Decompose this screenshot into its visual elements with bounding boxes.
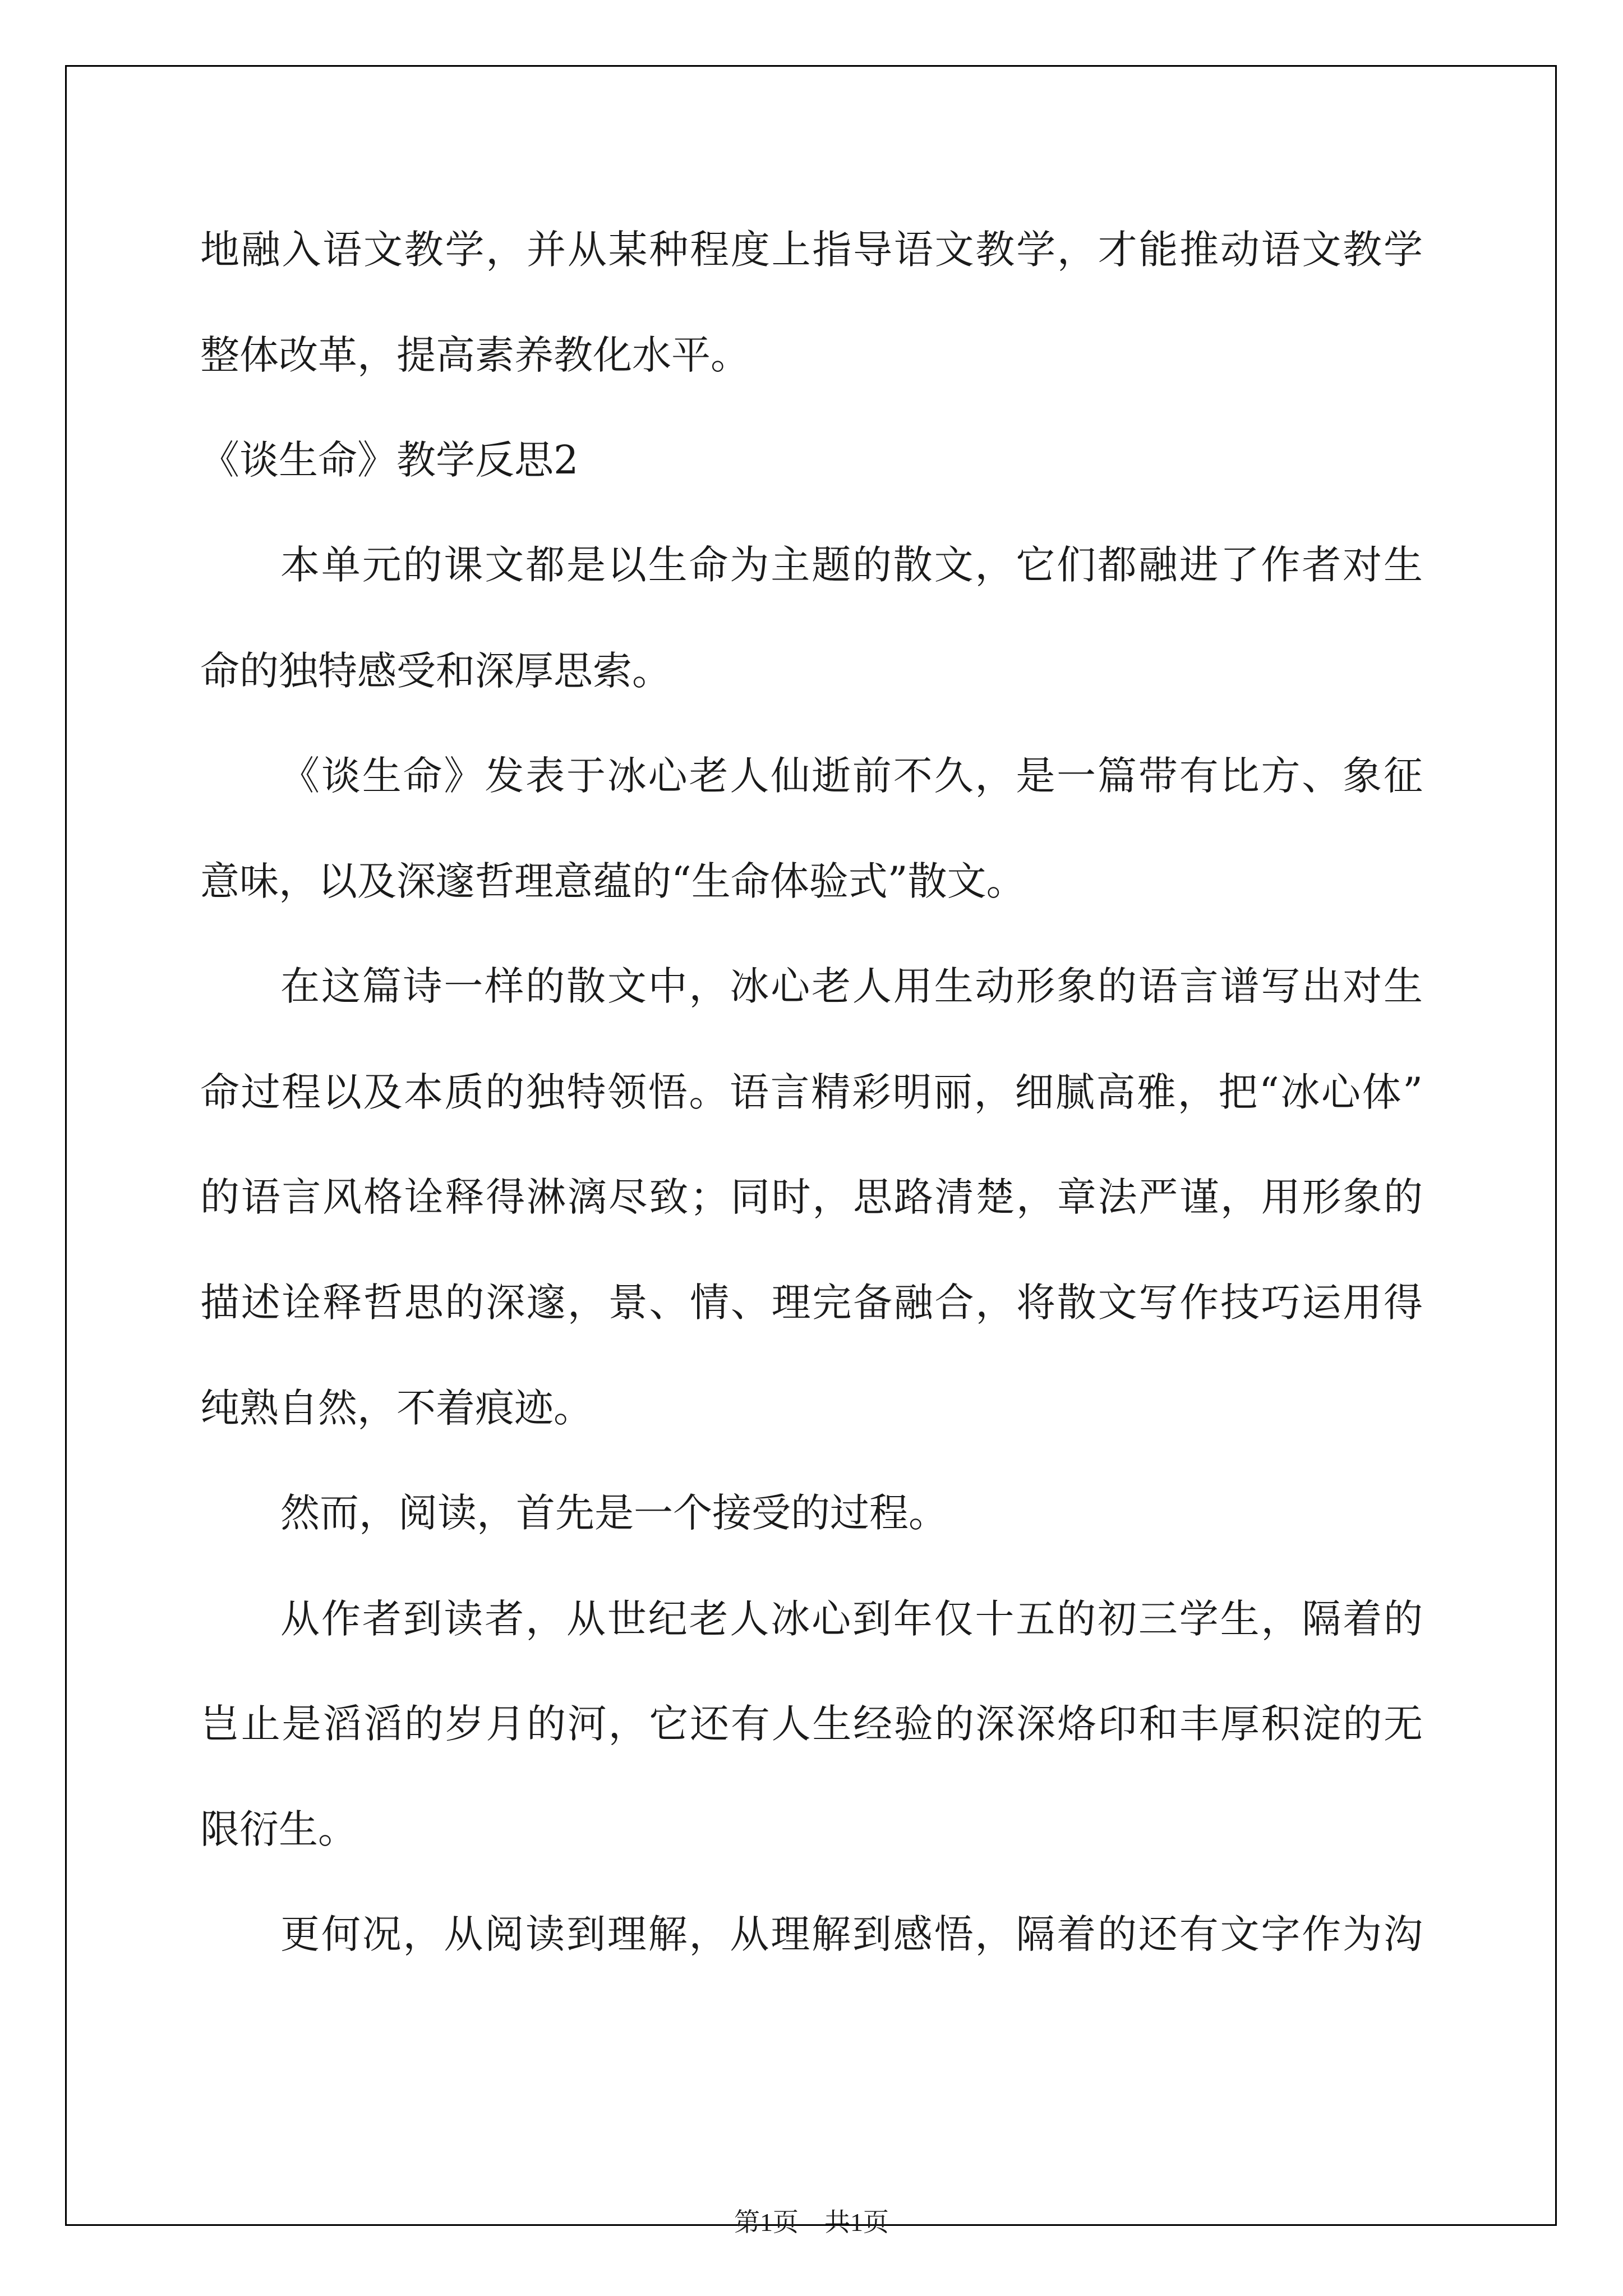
body-line: 的语言风格诠释得淋漓尽致；同时，思路清楚，章法严谨，用形象的 [200, 1174, 1423, 1220]
body-line: 命过程以及本质的独特领悟。语言精彩明丽，细腻高雅，把“冰心体” [200, 1069, 1423, 1115]
body-line: 在这篇诗一样的散文中，冰心老人用生动形象的语言谱写出对生 [280, 963, 1423, 1009]
body-line: 从作者到读者，从世纪老人冰心到年仅十五的初三学生，隔着的 [280, 1596, 1423, 1642]
body-line: 限衍生。 [200, 1806, 357, 1852]
body-line: 岂止是滔滔的岁月的河，它还有人生经验的深深烙印和丰厚积淀的无 [200, 1701, 1423, 1747]
body-line: 本单元的课文都是以生命为主题的散文，它们都融进了作者对生 [280, 542, 1423, 588]
body-line: 更何况，从阅读到理解，从理解到感悟，隔着的还有文字作为沟 [280, 1911, 1423, 1957]
body-line: 意味，以及深邃哲理意蕴的“生命体验式”散文。 [200, 858, 1026, 904]
page-border [65, 65, 1557, 2226]
body-line: 然而，阅读，首先是一个接受的过程。 [280, 1490, 948, 1536]
body-line: 整体改革，提高素养教化水平。 [200, 332, 750, 378]
body-line: 纯熟自然，不着痕迹。 [200, 1385, 593, 1431]
body-line: 地融入语文教学，并从某种程度上指导语文教学，才能推动语文教学 [200, 227, 1423, 273]
page-number: 第1页 共1页 [734, 2208, 889, 2237]
body-line: 描述诠释哲思的深邃，景、情、理完备融合，将散文写作技巧运用得 [200, 1280, 1423, 1326]
body-line: 《谈生命》发表于冰心老人仙逝前不久，是一篇带有比方、象征 [280, 753, 1423, 799]
body-line: 命的独特感受和深厚思索。 [200, 648, 671, 694]
section-heading: 《谈生命》教学反思2 [200, 437, 579, 483]
